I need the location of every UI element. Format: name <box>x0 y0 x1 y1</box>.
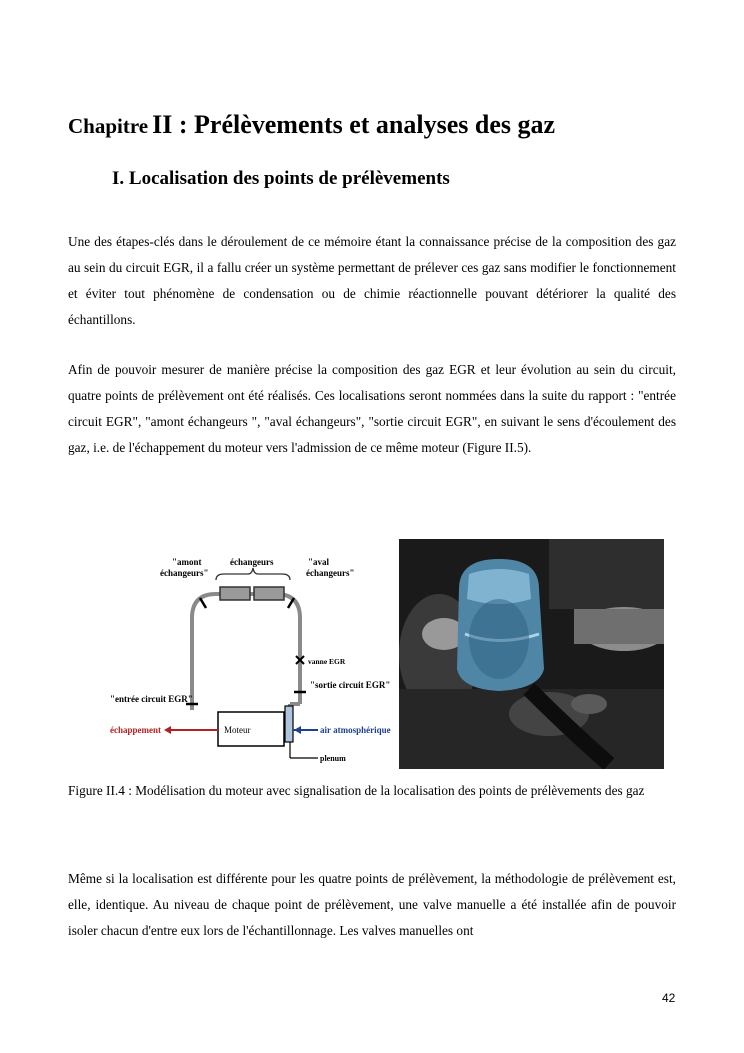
paragraph-2: Afin de pouvoir mesurer de manière précise la composition des gaz EGR et leur évolution au sein du circuit, quatre points de prélèvement ont été réalisés. Ces localisations seront nommées dans la suite du rapport : "entrée circuit EGR", "amont échangeurs ", "aval échangeurs", "sortie circuit EGR", en suivant le sens d'écoulement des gaz, i.e. de l'échappement du moteur vers l'admission de ce même moteur (Figure II.5). <box>68 362 676 455</box>
label-echappement: échappement <box>110 725 161 735</box>
label-aval-2: échangeurs" <box>306 568 355 578</box>
label-entree: "entrée circuit EGR" <box>110 694 193 704</box>
exchangers-brace <box>216 568 290 580</box>
label-vanne: vanne EGR <box>308 657 346 666</box>
page-number: 42 <box>662 991 676 1005</box>
exchanger-1 <box>220 587 250 600</box>
exhaust-arrow-icon <box>164 726 171 734</box>
label-plenum: plenum <box>320 754 346 763</box>
air-arrow-icon <box>294 726 301 734</box>
section-title: Localisation des points de prélèvements <box>128 168 450 189</box>
chapter-title: II : Prélèvements et analyses des gaz <box>152 110 556 139</box>
paragraph-3: Même si la localisation est différente pour les quatre points de prélèvement, la méthodologie de prélèvement est, elle, identique. Au niveau de chaque point de prélèvement, une valve manuelle a été installée afin de pouvoir isoler chacun d'entre eux lors de l'échantillonnage. Les valves manuelles ont <box>68 871 676 938</box>
exchanger-2 <box>254 587 284 600</box>
section-number: I. <box>112 168 125 189</box>
chapter-prefix: Chapitre <box>68 114 149 138</box>
section-heading <box>112 168 450 190</box>
label-amont-1: "amont <box>172 557 202 567</box>
label-air: air atmosphérique <box>320 725 391 735</box>
plenum-box <box>285 706 293 742</box>
sampling-point-photo <box>399 539 664 769</box>
paragraph-1: Une des étapes-clés dans le déroulement de ce mémoire étant la connaissance précise de la composition des gaz au sein du circuit EGR, il a fallu créer un système permettant de prélever ces gaz sans modifier le fonctionnement et éviter tout phénomène de condensation ou de chimie réactionnelle pouvant détériorer la qualité des échantillons. <box>68 234 676 327</box>
egr-circuit-diagram <box>108 552 396 774</box>
label-amont-2: échangeurs" <box>160 568 209 578</box>
chapter-heading <box>68 110 688 140</box>
egr-pipe <box>192 594 300 730</box>
amont-marker <box>200 598 206 608</box>
label-aval-1: "aval <box>308 557 329 567</box>
label-echangeurs: échangeurs <box>230 557 274 567</box>
label-moteur: Moteur <box>224 725 251 735</box>
figure-caption: Figure II.4 : Modélisation du moteur avec signalisation de la localisation des points de prélèvements des gaz <box>68 783 645 798</box>
label-sortie: "sortie circuit EGR" <box>310 680 391 690</box>
